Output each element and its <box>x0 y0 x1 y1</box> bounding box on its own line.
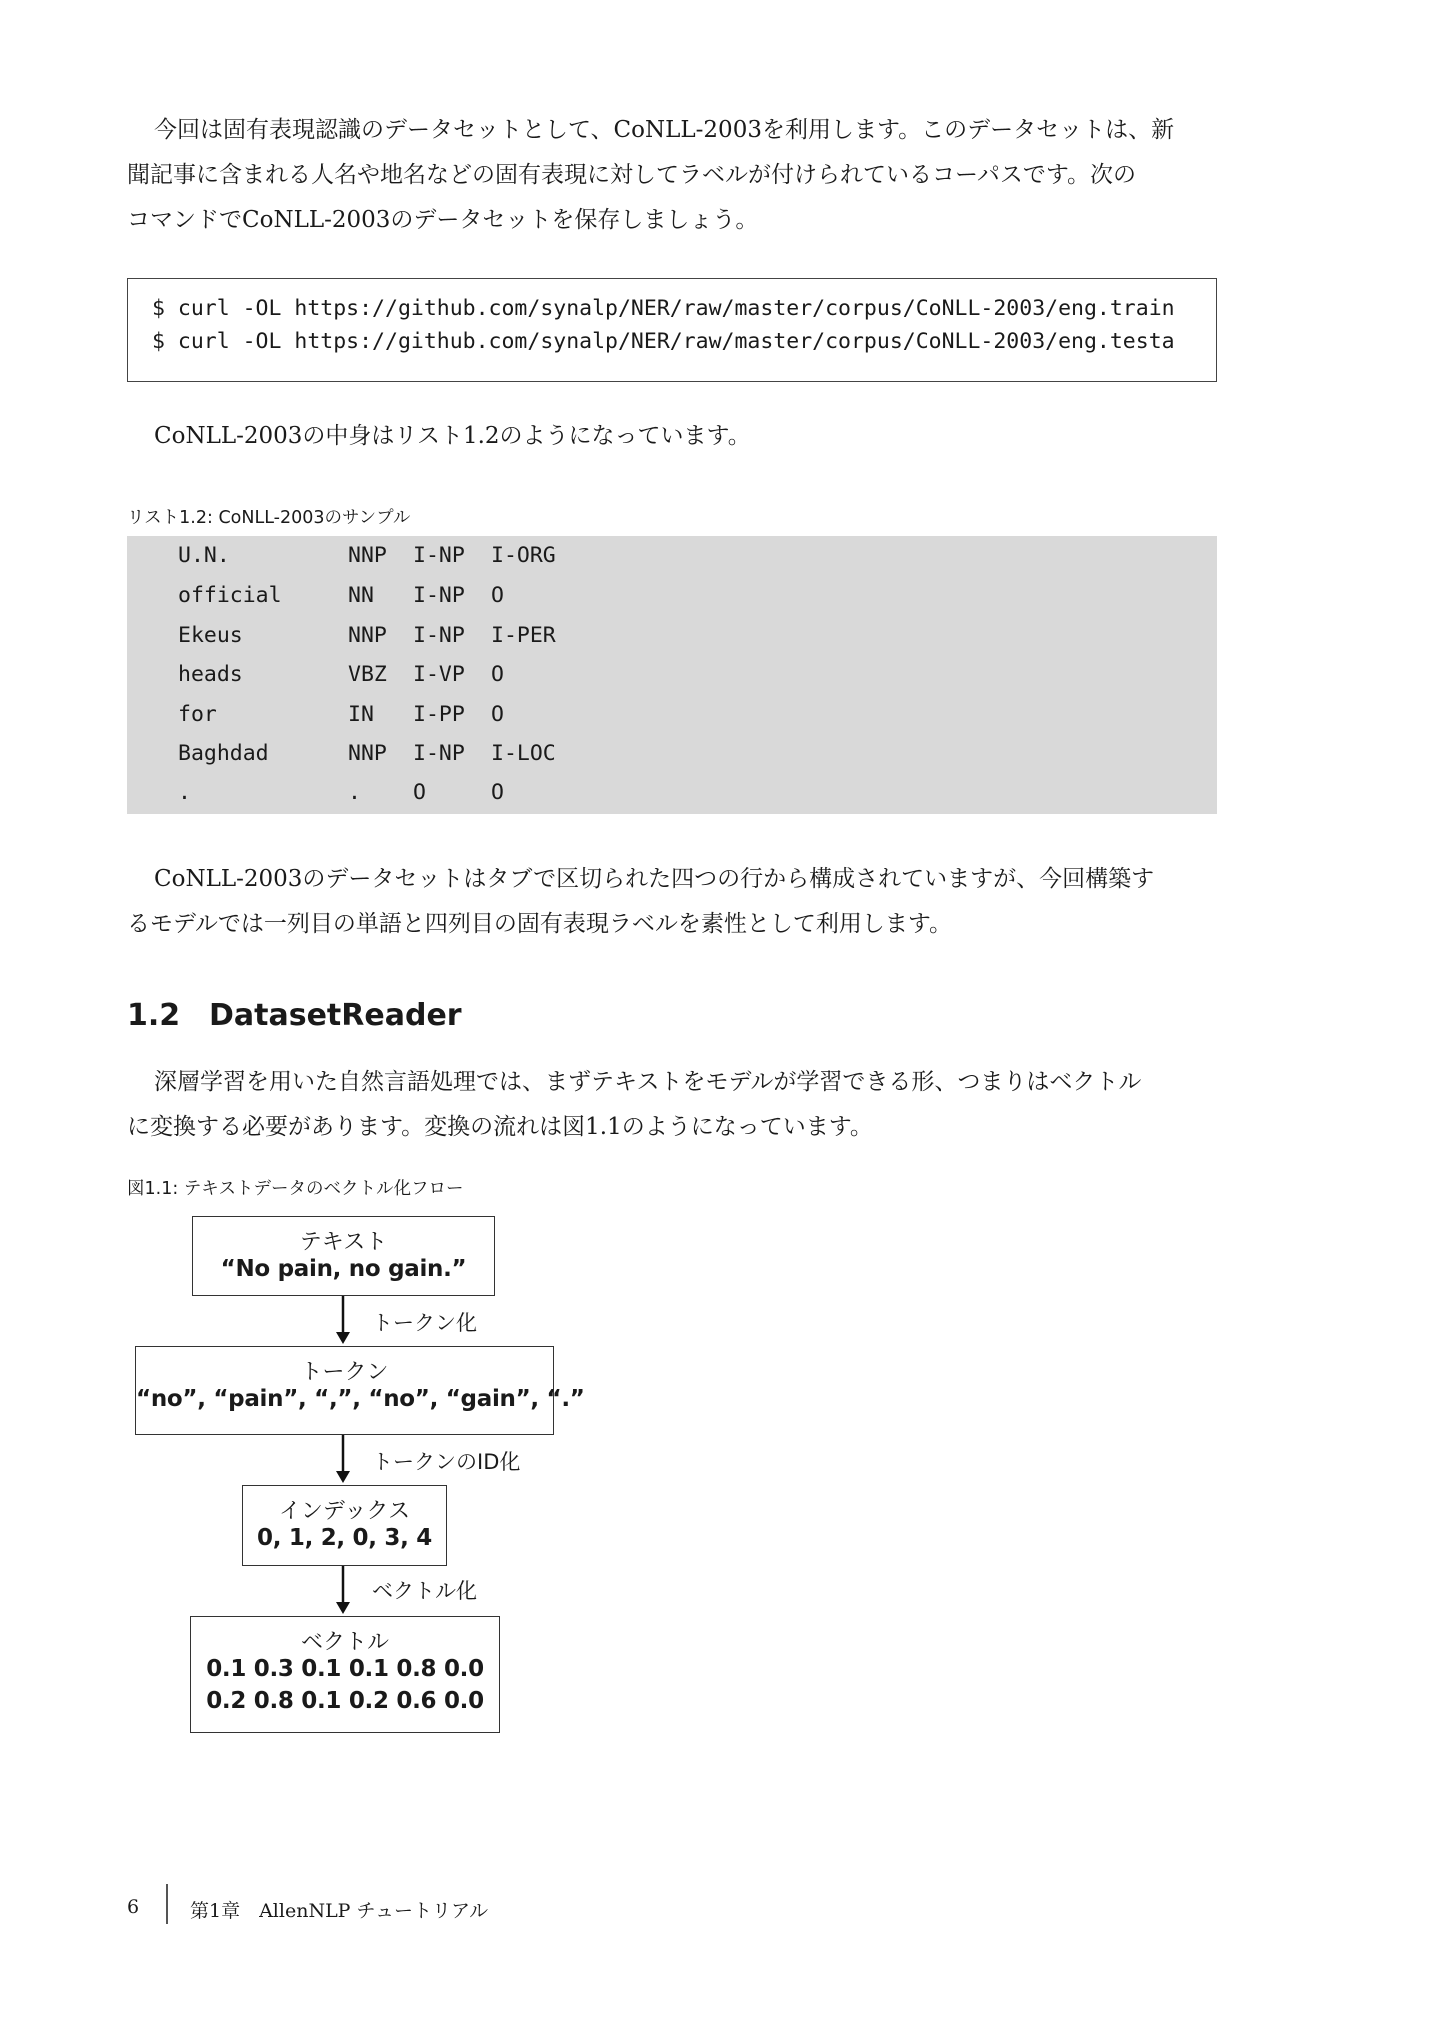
down-arrow-icon <box>333 1296 353 1346</box>
flow-box-value: 0.1 0.3 0.1 0.1 0.8 0.0 <box>206 1656 484 1682</box>
explanation-line-2: るモデルでは一列目の単語と四列目の固有表現ラベルを素性として利用します。 <box>127 911 953 937</box>
token-cell: official <box>178 583 282 608</box>
listing-caption: リスト1.2: CoNLL-2003のサンプル <box>127 508 411 528</box>
down-arrow-icon <box>333 1435 353 1485</box>
listing-row <box>127 702 1217 742</box>
flow-box-label: ベクトル <box>300 1630 389 1655</box>
command-box <box>127 278 1217 382</box>
token-cell: Ekeus <box>178 623 243 648</box>
token-cell: for <box>178 702 217 727</box>
token-cell: U.N. <box>178 543 230 568</box>
chunk-cell: I-NP <box>413 583 465 608</box>
ner-cell: I-ORG <box>491 543 556 568</box>
flow-step-id: トークンのID化 <box>372 1450 521 1474</box>
intro-line-2: 聞記事に含まれる人名や地名などの固有表現に対してラベルが付けられているコーパスです。次の <box>127 162 1137 188</box>
flow-box-value: 0.2 0.8 0.1 0.2 0.6 0.0 <box>206 1688 484 1714</box>
flow-box-text <box>192 1216 495 1296</box>
flow-box-label: インデックス <box>278 1499 411 1524</box>
command-line-1: $ curl -OL https://github.com/synalp/NER/raw/master/corpus/CoNLL-2003/eng.train <box>152 296 1175 321</box>
pos-cell: NNP <box>348 543 387 568</box>
ner-cell: O <box>491 702 504 727</box>
flow-step-vectorize: ベクトル化 <box>372 1579 477 1603</box>
ner-cell: I-LOC <box>491 741 556 766</box>
intro-line-1: 今回は固有表現認識のデータセットとして、CoNLL-2003を利用します。このデータセットは、新 <box>154 117 1175 143</box>
flow-box-value: “no”, “pain”, “,”, “no”, “gain”, “.” <box>136 1386 585 1412</box>
chunk-cell: I-NP <box>413 623 465 648</box>
flow-box-value: “No pain, no gain.” <box>220 1256 467 1282</box>
section-paragraph <box>127 1060 1217 1150</box>
token-cell: . <box>178 780 191 805</box>
listing-row <box>127 741 1217 781</box>
figure-caption: 図1.1: テキストデータのベクトル化フロー <box>127 1179 464 1199</box>
pos-cell: IN <box>348 702 374 727</box>
chunk-cell: I-VP <box>413 662 465 687</box>
chunk-cell: I-NP <box>413 741 465 766</box>
explanation-line-1: CoNLL-2003のデータセットはタブで区切られた四つの行から構成されていますが、今回構築す <box>154 866 1155 892</box>
flow-box-vector <box>190 1616 500 1733</box>
section-line-2: に変換する必要があります。変換の流れは図1.1のようになっています。 <box>127 1114 873 1140</box>
token-cell: heads <box>178 662 243 687</box>
listing-intro-paragraph <box>127 414 1217 459</box>
pos-cell: VBZ <box>348 662 387 687</box>
chunk-cell: I-PP <box>413 702 465 727</box>
intro-paragraph <box>127 108 1217 243</box>
down-arrow-icon <box>333 1566 353 1616</box>
listing-row <box>127 623 1217 663</box>
pos-cell: NN <box>348 583 374 608</box>
flow-box-label: テキスト <box>299 1230 388 1255</box>
listing-row <box>127 583 1217 623</box>
footer-divider <box>166 1884 168 1924</box>
page-number: 6 <box>127 1896 140 1918</box>
ner-cell: O <box>491 583 504 608</box>
command-line-2: $ curl -OL https://github.com/synalp/NER/raw/master/corpus/CoNLL-2003/eng.testa <box>152 329 1175 354</box>
flow-step-tokenize: トークン化 <box>372 1311 477 1335</box>
chapter-title: 第1章 AllenNLP チュートリアル <box>190 1900 489 1922</box>
token-cell: Baghdad <box>178 741 269 766</box>
pos-cell: NNP <box>348 623 387 648</box>
code-listing <box>127 536 1217 814</box>
pos-cell: . <box>348 780 361 805</box>
pos-cell: NNP <box>348 741 387 766</box>
listing-row <box>127 780 1217 820</box>
flow-box-value: 0, 1, 2, 0, 3, 4 <box>257 1525 432 1551</box>
section-title: DatasetReader <box>209 998 462 1033</box>
ner-cell: O <box>491 780 504 805</box>
intro-line-3: コマンドでCoNLL-2003のデータセットを保存しましょう。 <box>127 207 759 233</box>
section-number: 1.2 <box>127 998 181 1033</box>
listing-intro-line: CoNLL-2003の中身はリスト1.2のようになっています。 <box>154 423 751 449</box>
listing-row <box>127 662 1217 702</box>
section-line-1: 深層学習を用いた自然言語処理では、まずテキストをモデルが学習できる形、つまりはベクトル <box>154 1069 1142 1095</box>
chunk-cell: I-NP <box>413 543 465 568</box>
ner-cell: I-PER <box>491 623 556 648</box>
flow-box-tokens <box>135 1346 585 1435</box>
flow-box-label: トークン <box>300 1360 389 1385</box>
ner-cell: O <box>491 662 504 687</box>
chunk-cell: O <box>413 780 426 805</box>
listing-row <box>127 543 1217 583</box>
section-heading <box>127 998 462 1033</box>
listing-explanation-paragraph <box>127 857 1217 947</box>
flow-box-index <box>242 1485 447 1566</box>
